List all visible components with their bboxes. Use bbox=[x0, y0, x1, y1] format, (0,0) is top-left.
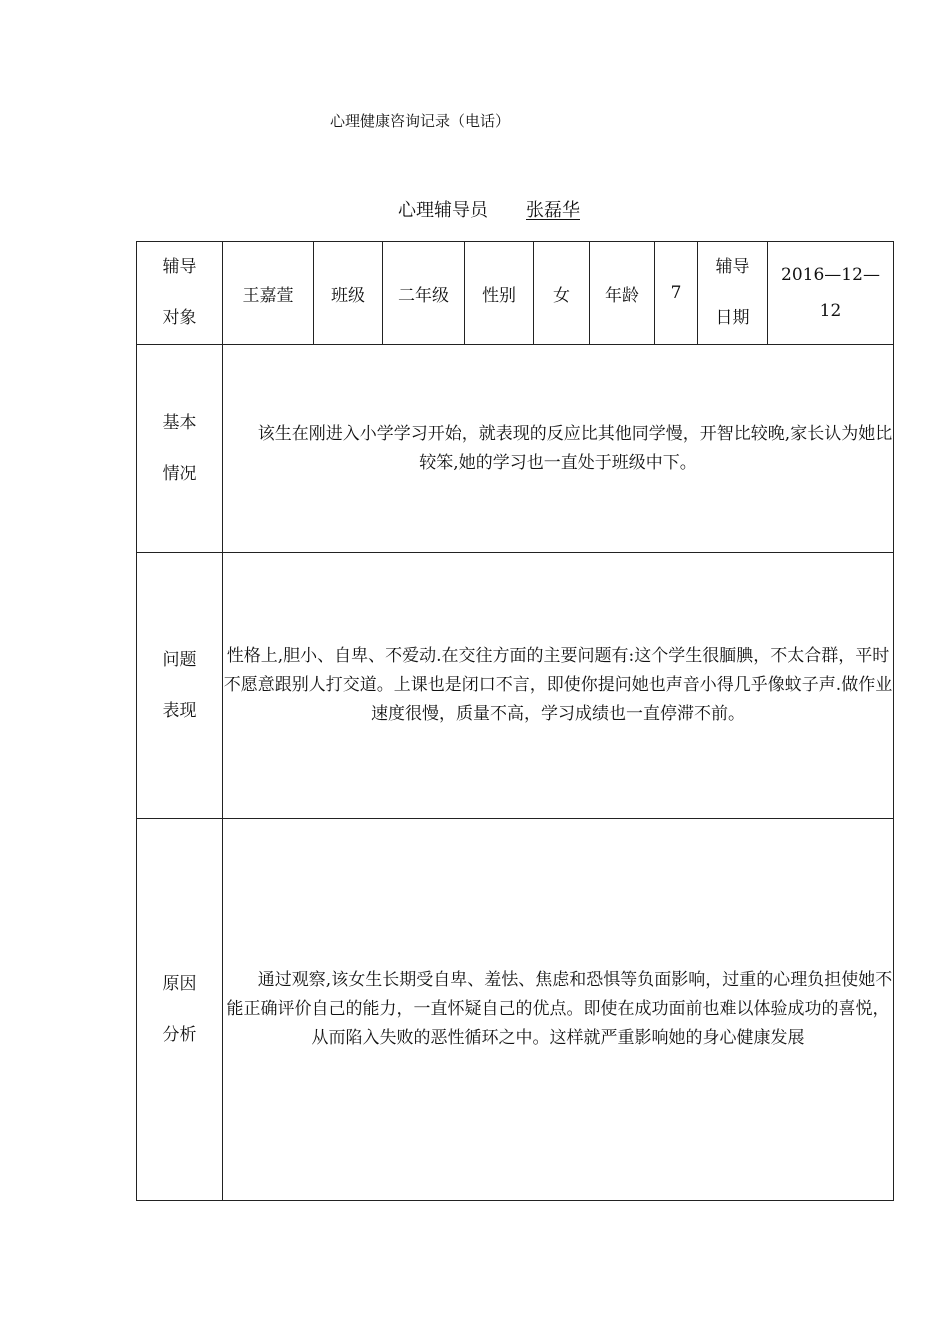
analysis-label: 原因 分析 bbox=[137, 819, 223, 1201]
subject-label: 辅导 对象 bbox=[137, 242, 223, 345]
class-value: 二年级 bbox=[383, 242, 465, 345]
counselor-line bbox=[398, 196, 580, 222]
counselor-label: 心理辅导员 bbox=[398, 200, 488, 221]
age-value: 7 bbox=[655, 242, 698, 345]
date-label: 辅导 日期 bbox=[698, 242, 768, 345]
gender-label: 性别 bbox=[465, 242, 534, 345]
analysis-text: 通过观察,该女生长期受自卑、羞怯、焦虑和恐惧等负面影响，过重的心理负担使她不能正确评价自己的能力，一直怀疑自己的优点。即使在成功面前也难以体验成功的喜悦，从而陷入失败的恶性循环之中。这样就严重影响她的身心健康发展 bbox=[223, 819, 894, 1201]
problem-text: 性格上,胆小、自卑、不爱动.在交往方面的主要问题有:这个学生很腼腆，不太合群，平时不愿意跟别人打交道。上课也是闭口不言，即使你提问她也声音小得几乎像蚊子声.做作业速度很慢，质量不高，学习成绩也一直停滞不前。 bbox=[223, 553, 894, 819]
problem-label: 问题 表现 bbox=[137, 553, 223, 819]
basic-situation-row bbox=[137, 345, 894, 553]
header-row bbox=[137, 242, 894, 345]
basic-situation-label: 基本 情况 bbox=[137, 345, 223, 553]
document-title: 心理健康咨询记录（电话） bbox=[330, 112, 511, 130]
analysis-row bbox=[137, 819, 894, 1201]
basic-situation-text: 该生在刚进入小学学习开始，就表现的反应比其他同学慢，开智比较晚,家长认为她比较笨,她的学习也一直处于班级中下。 bbox=[223, 345, 894, 553]
date-value: 2016—12— 12 bbox=[768, 242, 894, 345]
age-label: 年龄 bbox=[590, 242, 655, 345]
class-label: 班级 bbox=[314, 242, 383, 345]
counselor-name: 张磊华 bbox=[526, 200, 580, 221]
gender-value: 女 bbox=[534, 242, 590, 345]
student-name: 王嘉萱 bbox=[223, 242, 314, 345]
counseling-record-table bbox=[136, 241, 894, 1201]
problem-row bbox=[137, 553, 894, 819]
